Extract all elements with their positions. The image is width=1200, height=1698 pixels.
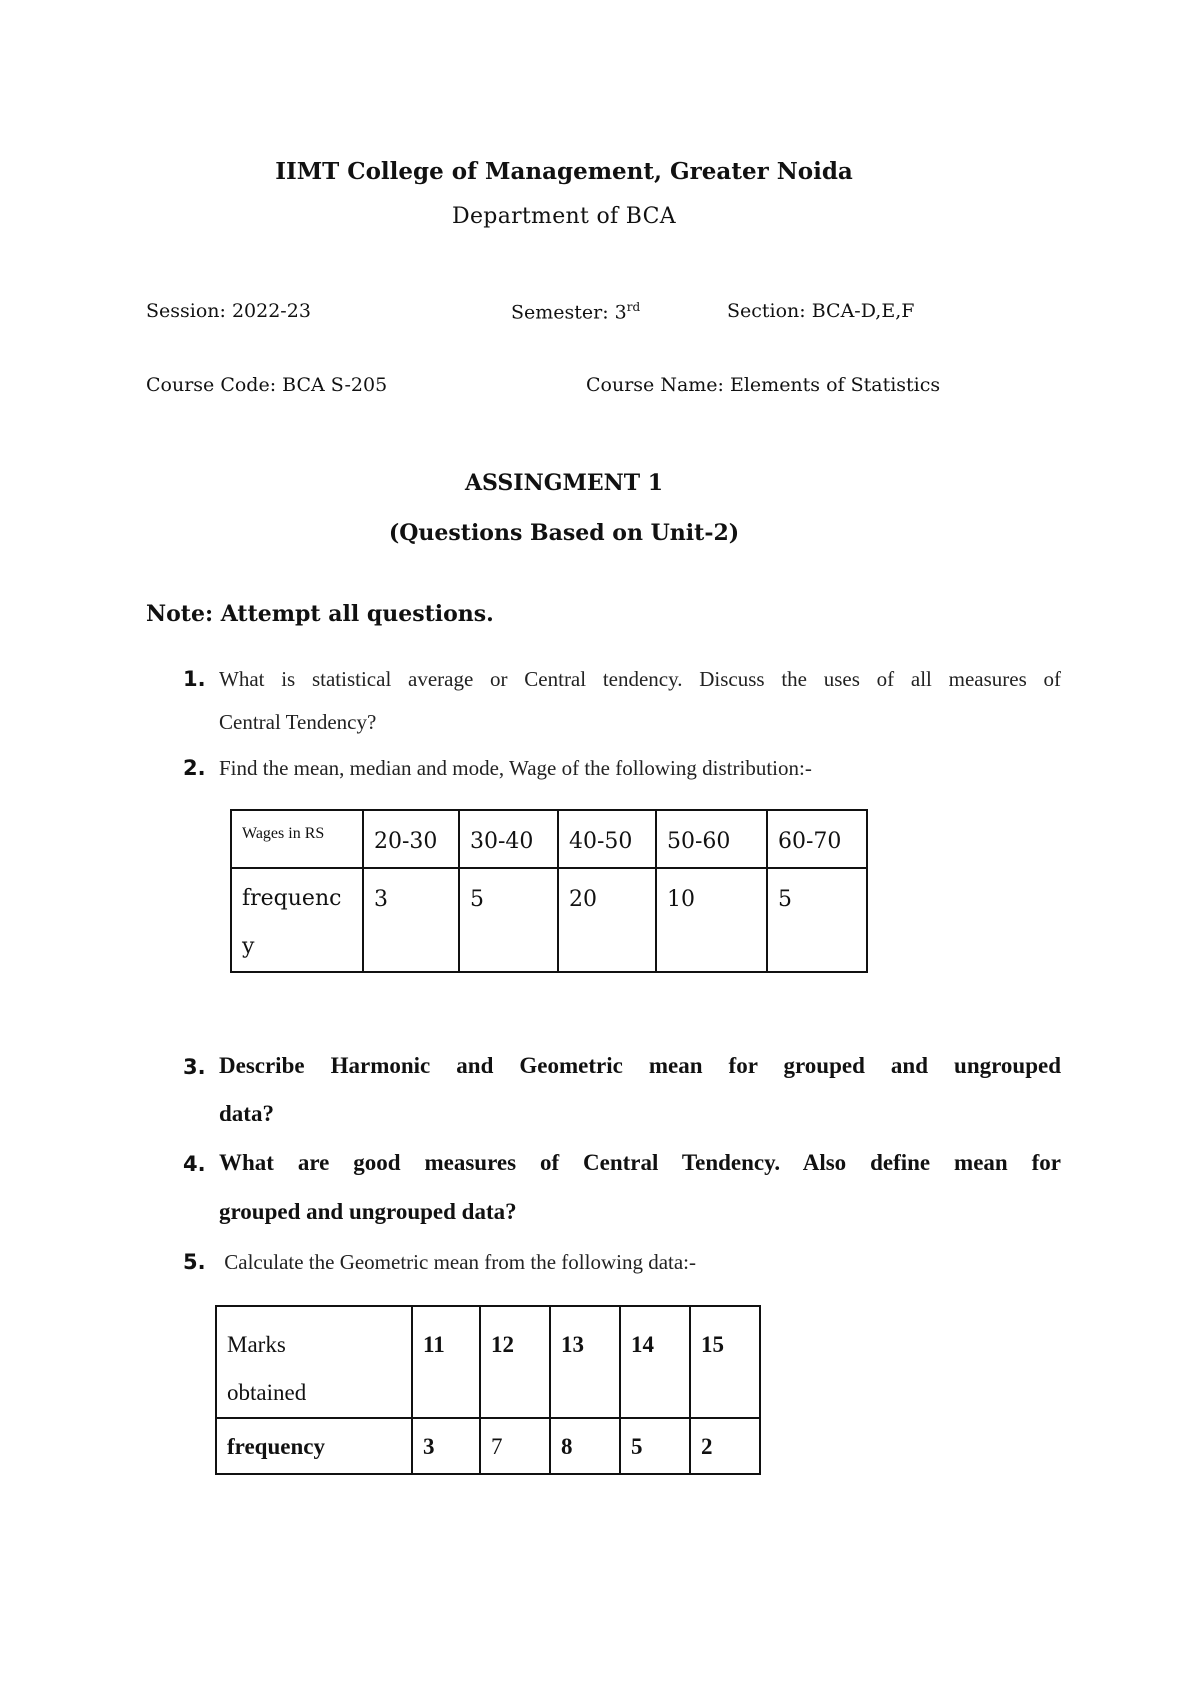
table-cell: 2 <box>690 1418 760 1474</box>
question-4-line-1: What are good measures of Central Tendency. Also define mean for <box>219 1150 1061 1175</box>
table-row <box>231 868 867 972</box>
row-label-part-1: frequenc <box>242 886 342 911</box>
table-cell: 14 <box>620 1306 690 1418</box>
assignment-title: ASSINGMENT 1 <box>464 470 664 496</box>
table-row <box>231 810 867 868</box>
question-number-5: 5. <box>183 1250 206 1274</box>
table-cell: 15 <box>690 1306 760 1418</box>
question-5-line-1: Calculate the Geometric mean from the following data:- <box>219 1250 696 1274</box>
table-cell: 5 <box>767 868 867 972</box>
table-cell: 30-40 <box>459 810 558 868</box>
question-3-line-2: data? <box>219 1101 274 1126</box>
wages-frequency-table <box>230 809 868 973</box>
table-cell: 3 <box>412 1418 480 1474</box>
header-label-part-2: obtained <box>227 1380 307 1405</box>
table-cell: 50-60 <box>656 810 767 868</box>
table-cell: 11 <box>412 1306 480 1418</box>
course-code-label: Course Code: BCA S-205 <box>146 374 388 396</box>
table-row <box>216 1306 760 1418</box>
question-2-line-1: Find the mean, median and mode, Wage of the following distribution:- <box>219 756 812 780</box>
semester-text: Semester: 3 <box>511 301 627 324</box>
course-name-label: Course Name: Elements of Statistics <box>586 374 941 396</box>
question-1-line-1: What is statistical average or Central tendency. Discuss the uses of all measures of <box>219 667 1061 691</box>
table-cell: 7 <box>480 1418 550 1474</box>
semester-label <box>511 300 640 323</box>
table-cell: 3 <box>363 868 459 972</box>
table-header-cell: Wages in RS <box>231 810 363 868</box>
table-cell: 60-70 <box>767 810 867 868</box>
table-cell: 5 <box>459 868 558 972</box>
session-label: Session: 2022-23 <box>146 300 311 322</box>
question-number-4: 4. <box>183 1152 206 1176</box>
table-cell: 20 <box>558 868 656 972</box>
department-name: Department of BCA <box>452 204 676 229</box>
assignment-basis: (Questions Based on Unit-2) <box>388 520 740 546</box>
table-cell: 20-30 <box>363 810 459 868</box>
note-text: Note: Attempt all questions. <box>146 601 494 627</box>
header-label-part-1: Marks <box>227 1332 286 1357</box>
question-4-line-2: grouped and ungrouped data? <box>219 1199 517 1224</box>
table-row <box>216 1418 760 1474</box>
table-cell: 40-50 <box>558 810 656 868</box>
section-label: Section: BCA-D,E,F <box>727 300 915 322</box>
question-number-2: 2. <box>183 756 206 780</box>
table-cell: 5 <box>620 1418 690 1474</box>
question-number-1: 1. <box>183 667 206 691</box>
table-cell: 12 <box>480 1306 550 1418</box>
table-cell: 10 <box>656 868 767 972</box>
table-cell: 13 <box>550 1306 620 1418</box>
table-row-label: frequency <box>216 1418 412 1474</box>
question-3-line-1: Describe Harmonic and Geometric mean for grouped and ungrouped <box>219 1053 1061 1078</box>
question-number-3: 3. <box>183 1055 206 1079</box>
question-1-line-2: Central Tendency? <box>219 710 377 734</box>
table-header-cell <box>216 1306 412 1418</box>
row-label-part-2: y <box>242 934 255 959</box>
table-cell: 8 <box>550 1418 620 1474</box>
college-name: IIMT College of Management, Greater Noida <box>275 158 853 185</box>
semester-suffix: rd <box>626 300 641 314</box>
table-row-label <box>231 868 363 972</box>
marks-frequency-table <box>215 1305 761 1475</box>
